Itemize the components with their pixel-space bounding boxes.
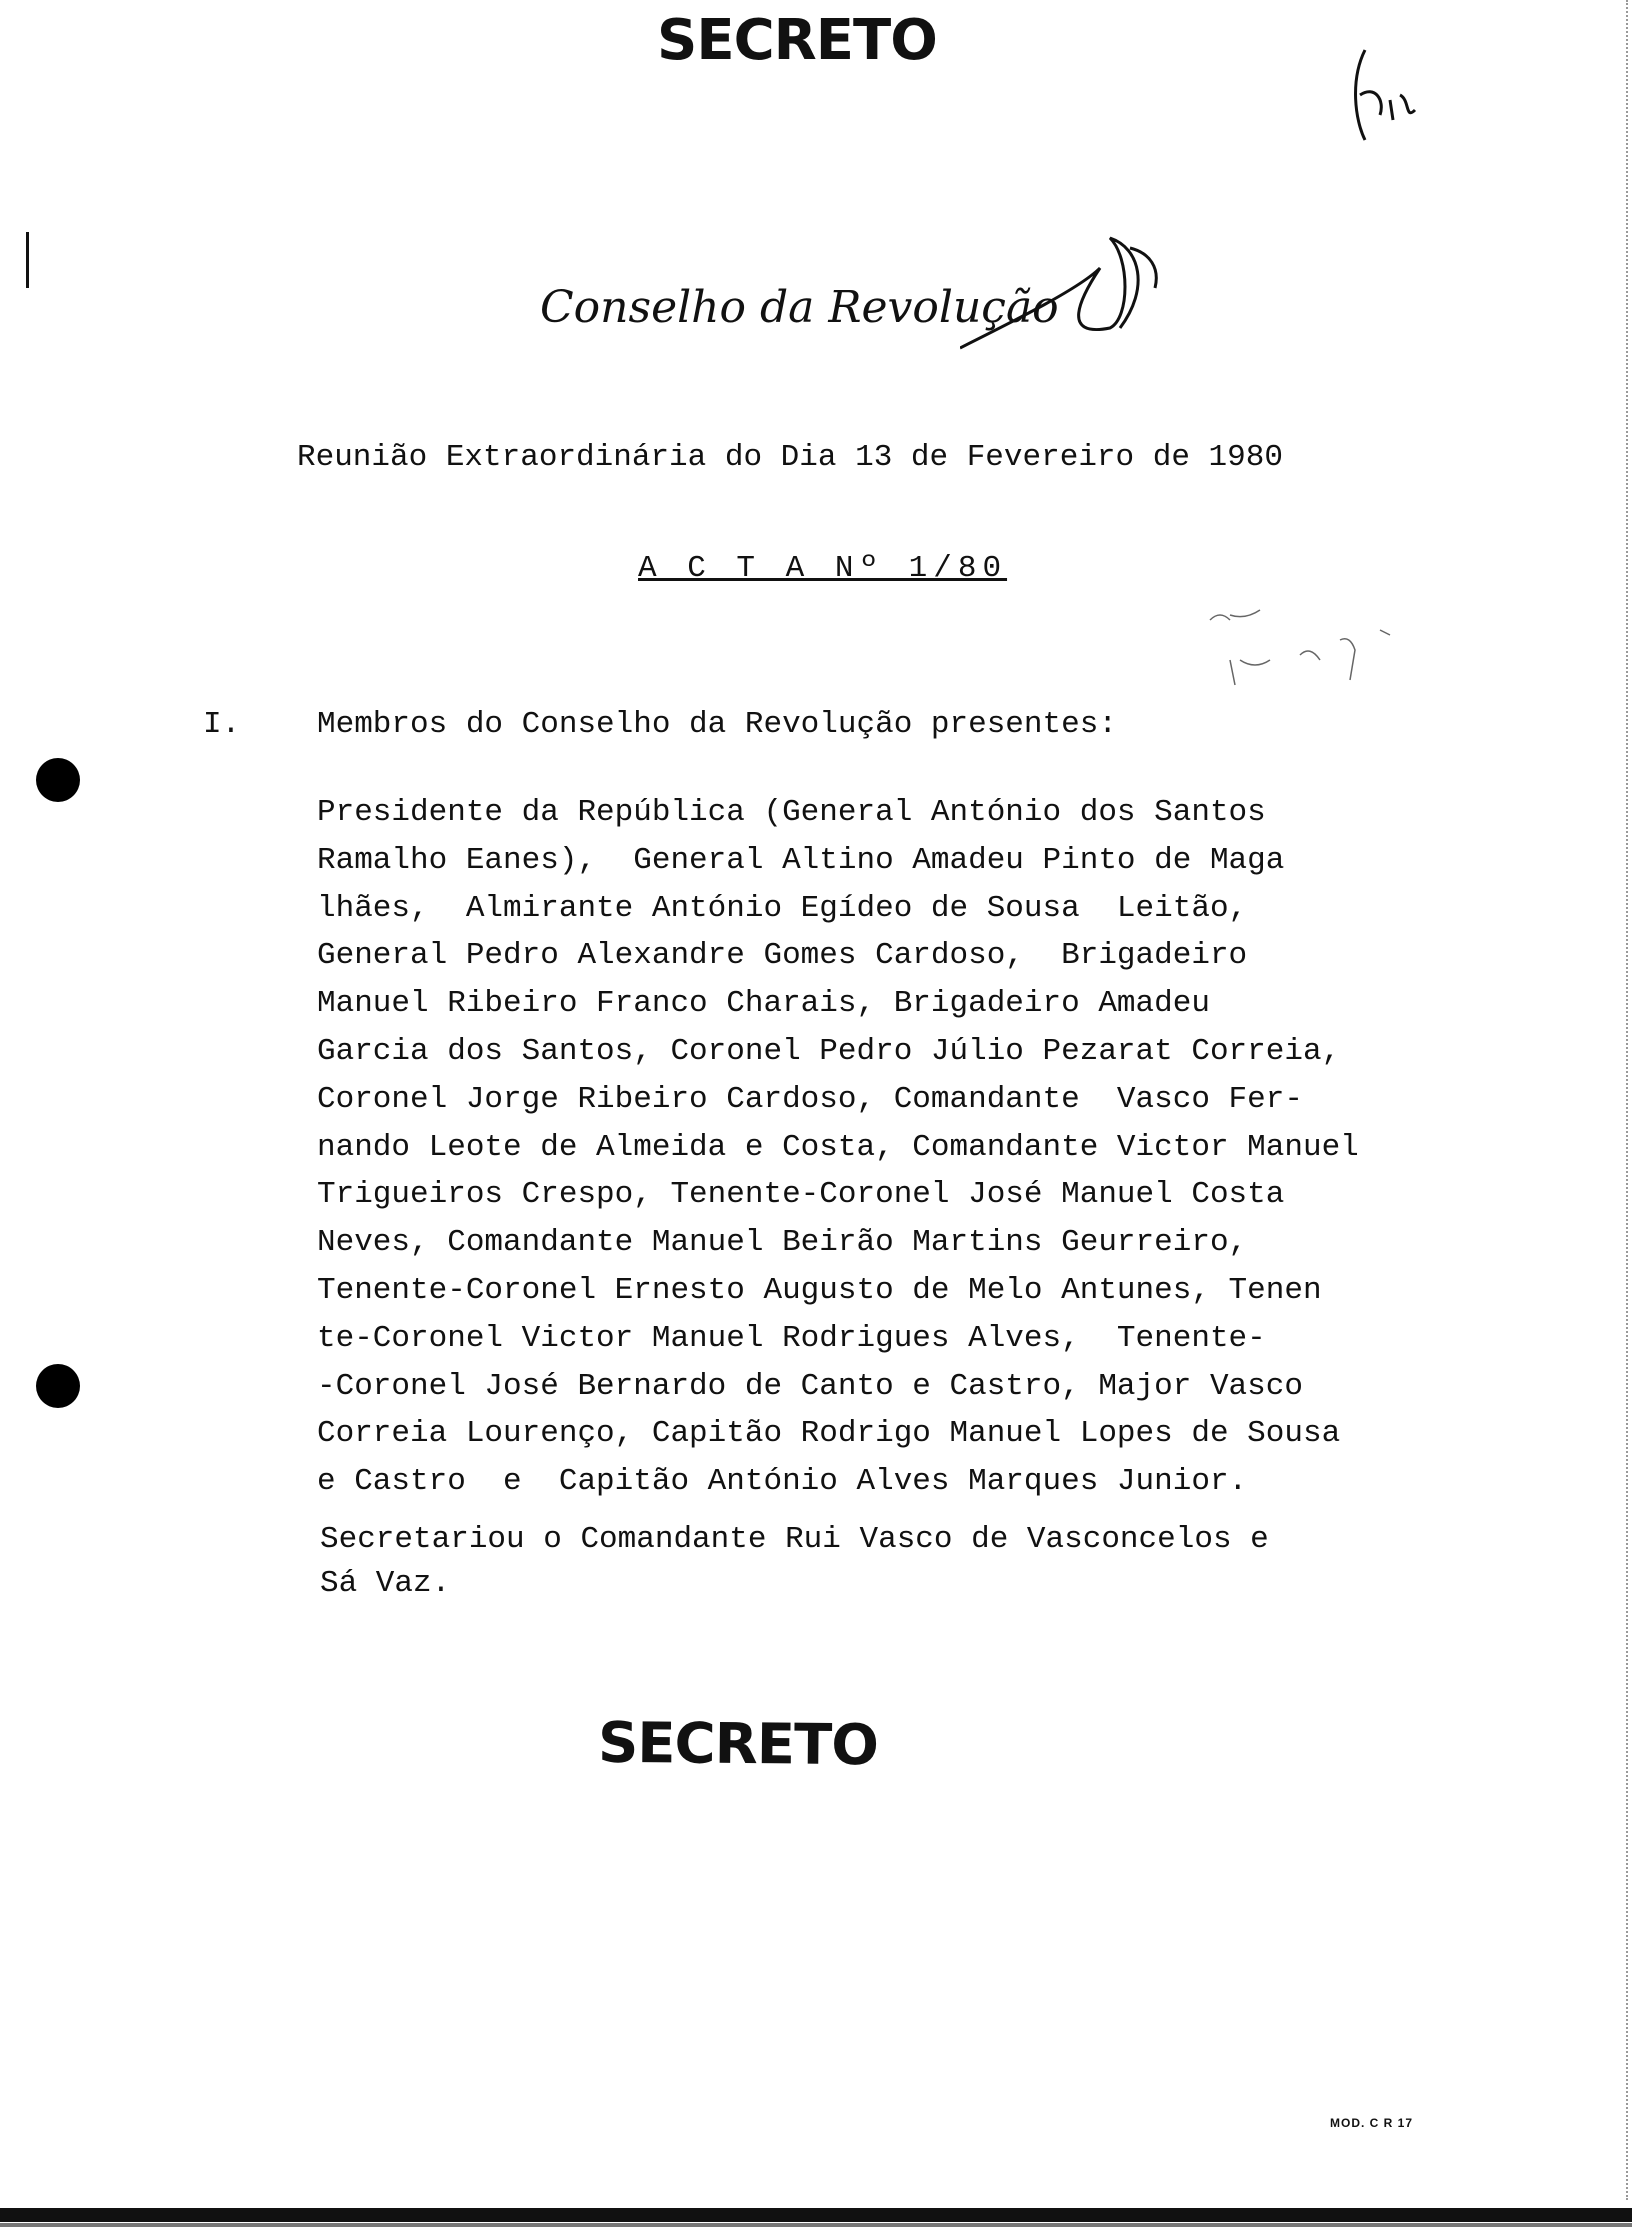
members-line: Coronel Jorge Ribeiro Cardoso, Comandante Vasco Fer- — [317, 1081, 1303, 1117]
members-line: General Pedro Alexandre Gomes Cardoso, Brigadeiro — [317, 938, 1248, 974]
members-line: Presidente da República (General António dos Santos — [317, 795, 1266, 830]
section-number: I. — [203, 707, 241, 742]
members-line: Tenente-Coronel Ernesto Augusto de Melo Antunes, Tenen — [317, 1272, 1322, 1308]
meeting-subtitle: Reunião Extraordinária do Dia 13 de Fevereiro de 1980 — [297, 440, 1283, 475]
members-list — [317, 789, 1359, 1506]
secretary-paragraph — [320, 1518, 1269, 1606]
members-line: Ramalho Eanes), General Altino Amadeu Pinto de Maga — [317, 842, 1285, 878]
members-line: lhães, Almirante António Egídeo de Sousa Leitão, — [317, 890, 1248, 926]
secretary-line: Sá Vaz. — [320, 1566, 451, 1601]
members-line: Correia Lourenço, Capitão Rodrigo Manuel Lopes de Sousa — [317, 1416, 1341, 1452]
members-line: Manuel Ribeiro Franco Charais, Brigadeiro Amadeu — [317, 986, 1210, 1022]
members-line: e Castro e Capitão António Alves Marques Junior. — [317, 1464, 1248, 1500]
members-line: nando Leote de Almeida e Costa, Comandante Victor Manuel — [317, 1129, 1359, 1165]
margin-mark — [26, 232, 29, 288]
punch-hole-top — [36, 758, 80, 802]
scan-edge-bar — [0, 2208, 1632, 2222]
handwritten-annotation — [1190, 600, 1470, 690]
punch-hole-bottom — [36, 1364, 80, 1408]
page-edge — [1626, 0, 1630, 2200]
members-line: Garcia dos Santos, Coronel Pedro Júlio Pezarat Correia, — [317, 1033, 1341, 1069]
members-line: te-Coronel Victor Manuel Rodrigues Alves, Tenente- — [317, 1320, 1266, 1356]
secret-stamp-bottom: SECRETO — [597, 1710, 879, 1779]
form-code: MOD. C R 17 — [1330, 2116, 1414, 2130]
acta-number: A C T A Nº 1/80 — [638, 551, 1008, 586]
scan-edge-bar-lower — [0, 2223, 1632, 2227]
section-heading: Membros do Conselho da Revolução presentes: — [317, 707, 1117, 742]
members-line: Trigueiros Crespo, Tenente-Coronel José Manuel Costa — [317, 1177, 1285, 1213]
members-line: -Coronel José Bernardo de Canto e Castro, Major Vasco — [317, 1368, 1303, 1404]
secretary-line: Secretariou o Comandante Rui Vasco de Vasconcelos e — [320, 1522, 1269, 1557]
letterhead: Conselho da Revolução — [540, 282, 1059, 333]
secret-stamp-top: SECRETO — [657, 8, 937, 73]
handwritten-signature-flourish — [960, 228, 1190, 358]
handwritten-initials-top — [1345, 40, 1425, 150]
members-line: Neves, Comandante Manuel Beirão Martins Geurreiro, — [317, 1225, 1248, 1261]
